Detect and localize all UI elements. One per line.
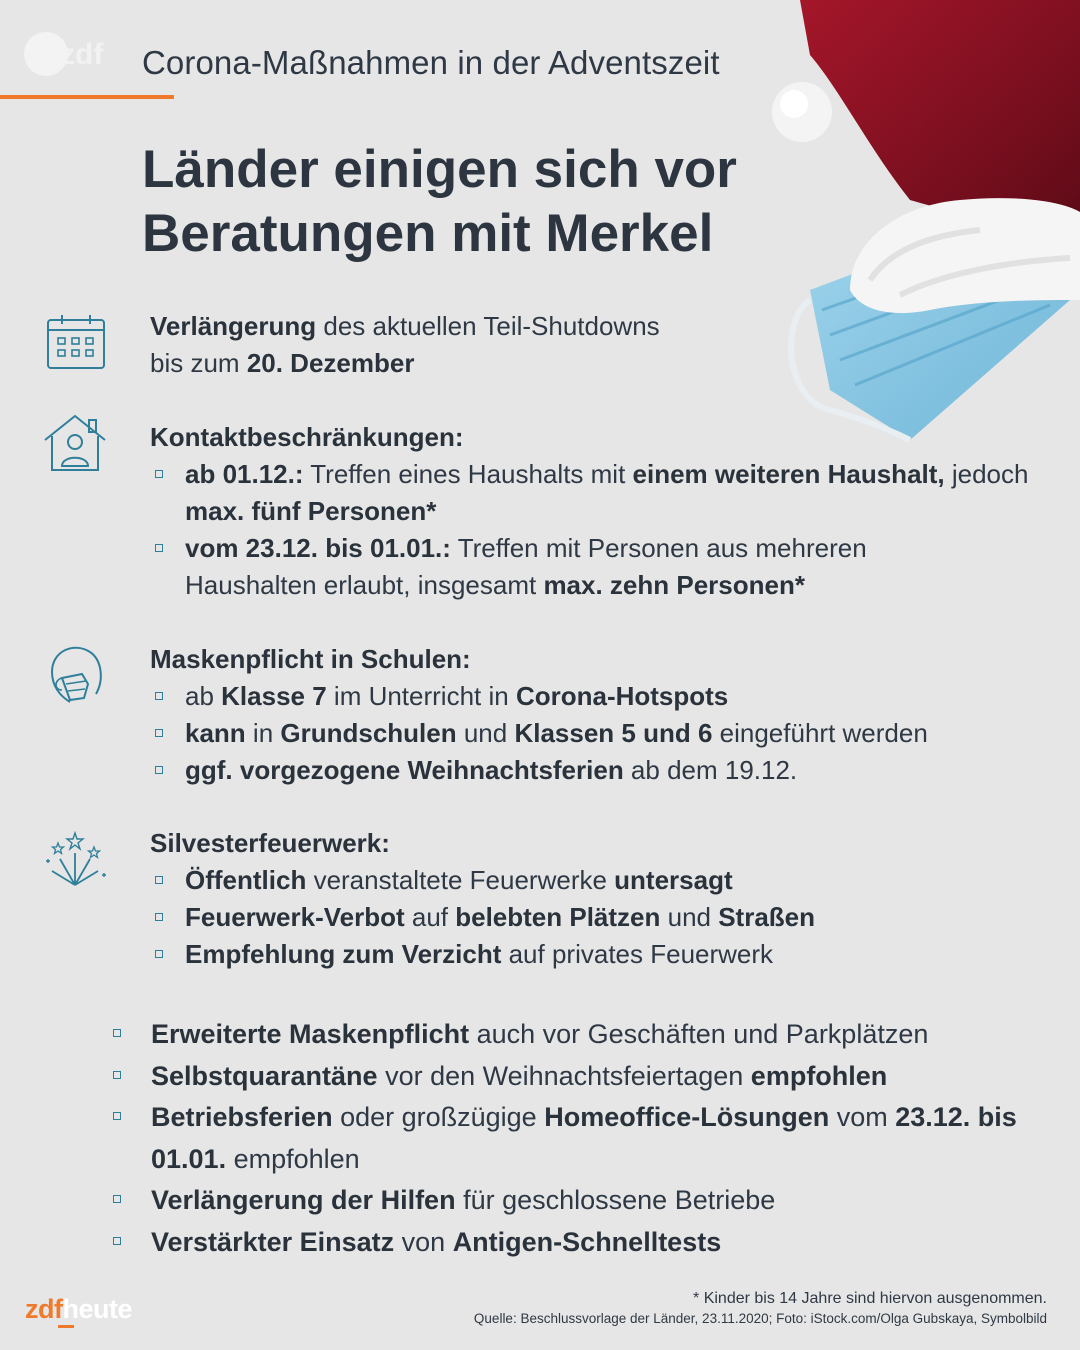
title-line-1: Länder einigen sich vor [142, 140, 737, 199]
list-item: ggf. vorgezogene Weihnachtsferien ab dem 19.12. [150, 752, 1050, 789]
mask-face-icon [40, 640, 110, 710]
additional-measures-list [112, 1014, 1052, 1263]
kicker: Corona-Maßnahmen in der Adventszeit [142, 44, 720, 81]
source-credit: Quelle: Beschlussvorlage der Länder, 23.11.2020; Foto: iStock.com/Olga Gubskaya, Symbolbild [473, 1311, 1047, 1326]
accent-divider [0, 95, 174, 99]
school-masks-heading: Maskenpflicht in Schulen: [150, 644, 471, 674]
list-item: kann in Grundschulen und Klassen 5 und 6 eingeführt werden [150, 715, 1050, 752]
list-item: Öffentlich veranstaltete Feuerwerke untersagt [150, 862, 1030, 899]
list-item: ab Klasse 7 im Unterricht in Corona-Hotspots [150, 678, 1050, 715]
list-item: Feuerwerk-Verbot auf belebten Plätzen und Straßen [150, 899, 1030, 936]
list-item: Selbstquarantäne vor den Weihnachtsfeiertagen empfohlen [112, 1056, 1052, 1098]
list-item: Betriebsferien oder großzügige Homeoffice-Lösungen vom 23.12. bis 01.01. empfohlen [112, 1097, 1051, 1180]
zdf-logo [22, 30, 117, 78]
list-item: Empfehlung zum Verzicht auf privates Feuerwerk [150, 936, 1030, 973]
zdfheute-logo: zdfheute [25, 1294, 132, 1324]
fireworks-heading: Silvesterfeuerwerk: [150, 828, 390, 858]
section-shutdown [150, 308, 660, 382]
title-line-2: Beratungen mit Merkel [142, 204, 714, 263]
list-item: Verstärkter Einsatz von Antigen-Schnelltests [112, 1222, 1052, 1264]
list-item: Erweiterte Maskenpflicht auch vor Geschäften und Parkplätzen [112, 1014, 1052, 1056]
footnote: * Kinder bis 14 Jahre sind hiervon ausgenommen. [693, 1290, 1047, 1307]
house-person-icon [40, 410, 110, 480]
list-item: Verlängerung der Hilfen für geschlossene Betriebe [112, 1180, 1052, 1222]
section-fireworks [150, 825, 1030, 973]
calendar-icon [40, 310, 110, 380]
svg-text:zdf: zdf [60, 38, 104, 71]
contacts-heading: Kontaktbeschränkungen: [150, 422, 464, 452]
list-item: ab 01.12.: Treffen eines Haushalts mit einem weiteren Haushalt, jedoch max. fünf Personen* [150, 456, 1030, 530]
fireworks-icon [40, 825, 110, 895]
section-contacts [150, 419, 1030, 604]
section-school-masks [150, 641, 1050, 789]
page-title [142, 138, 737, 266]
shutdown-line-1: Verlängerung des aktuellen Teil-Shutdowns [150, 311, 660, 341]
list-item: vom 23.12. bis 01.01.: Treffen mit Personen aus mehreren Haushalten erlaubt, insgesamt max. zehn Personen* [150, 530, 975, 604]
shutdown-line-2: bis zum 20. Dezember [150, 348, 415, 378]
santa-hat-mask-image [740, 0, 1080, 470]
